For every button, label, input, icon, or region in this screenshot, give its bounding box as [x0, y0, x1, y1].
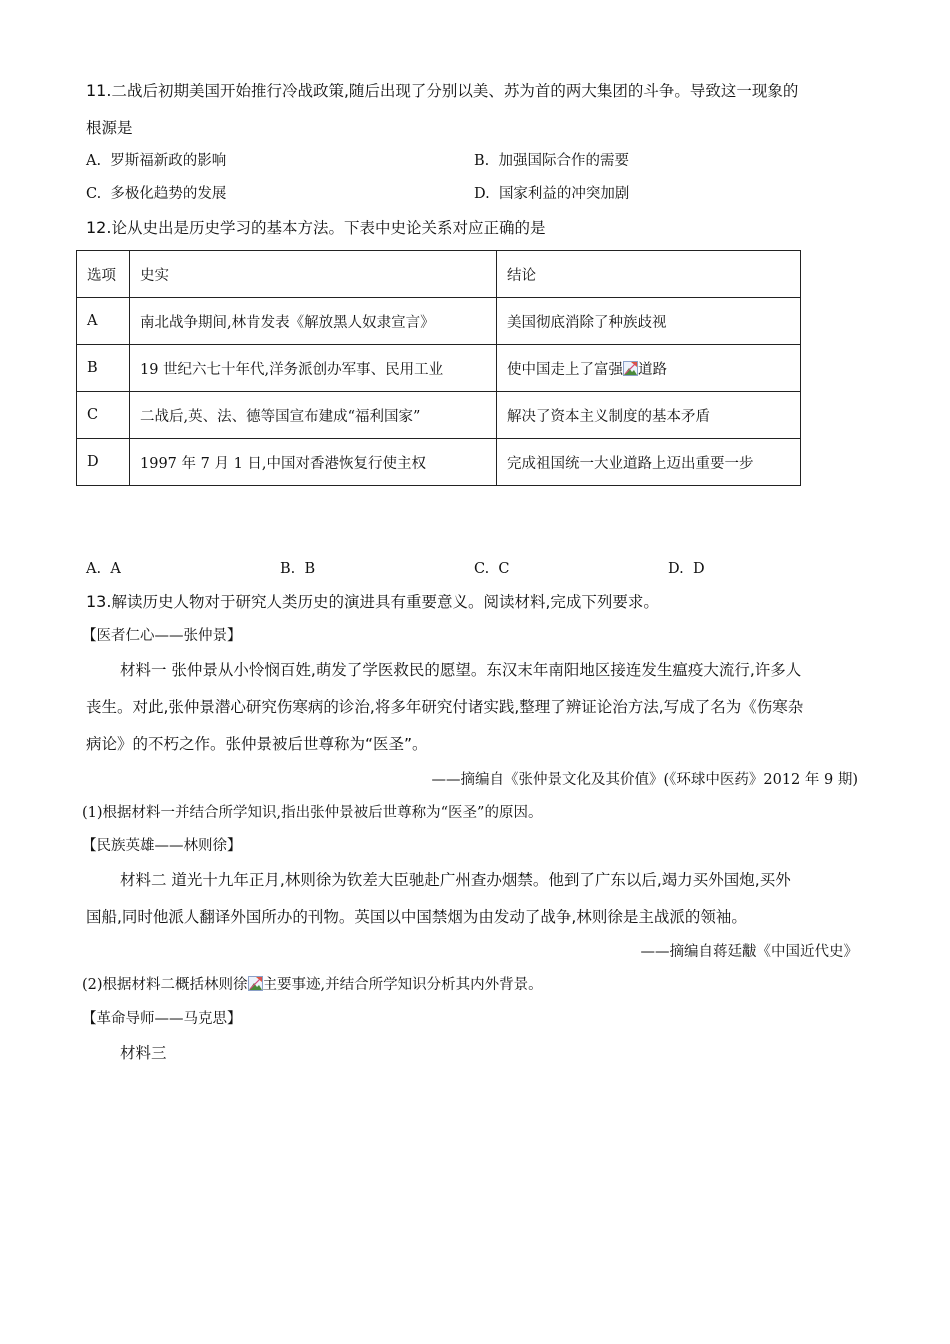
material2-line1: 材料二 道光十九年正月,林则徐为钦差大臣驰赴广州查办烟禁。他到了广东以后,竭力买外国炮,买外	[120, 871, 791, 889]
table-cell-fact: 1997 年 7 月 1 日,中国对香港恢复行使主权	[130, 439, 497, 486]
material2-source: ——摘编自蒋廷黻《中国近代史》	[640, 944, 858, 960]
option-label: C.	[474, 561, 490, 577]
q12-option-d	[668, 559, 705, 579]
table-cell-option: C	[77, 392, 130, 439]
q11-option-b	[474, 151, 629, 171]
option-label: D.	[668, 561, 684, 577]
question-2-text: (2)根据材料二概括林则徐	[82, 977, 248, 993]
question-2-text-end: 主要事迹,并结合所学知识分析其内外背景。	[262, 977, 543, 993]
option-label: B.	[474, 153, 490, 169]
broken-image-icon	[248, 976, 263, 991]
section-title-marx: 【革命导师——马克思】	[82, 1011, 242, 1027]
q12-stem	[86, 218, 545, 238]
table-cell-fact: 南北战争期间,林肯发表《解放黑人奴隶宣言》	[130, 298, 497, 345]
q11-option-d	[474, 184, 629, 204]
q11-number: 11.	[86, 81, 112, 100]
conclusion-text: 使中国走上了富强	[507, 361, 623, 378]
material3-label: 材料三	[120, 1044, 167, 1062]
question-1: (1)根据材料一并结合所学知识,指出张仲景被后世尊称为“医圣”的原因。	[82, 805, 543, 821]
table-cell-conclusion	[497, 345, 801, 392]
q11-stem-line2: 根源是	[86, 119, 133, 137]
option-label: C.	[86, 186, 102, 202]
option-text: D	[692, 561, 705, 577]
q12-stem-text: 论从史出是历史学习的基本方法。下表中史论关系对应正确的是	[111, 219, 546, 237]
option-label: A.	[86, 561, 102, 577]
table-cell-conclusion	[497, 439, 801, 486]
table-cell-conclusion	[497, 392, 801, 439]
question-2	[82, 975, 543, 995]
q11-option-c	[86, 184, 226, 204]
material1-line1: 材料一 张仲景从小怜悯百姓,萌发了学医救民的愿望。东汉末年南阳地区接连发生瘟疫大流行,许多人	[120, 661, 802, 679]
table-row	[77, 392, 801, 439]
q12-number: 12.	[86, 218, 112, 237]
option-text: 多极化趋势的发展	[110, 186, 227, 202]
table-header-cell: 结论	[497, 251, 801, 298]
option-text: 加强国际合作的需要	[498, 153, 629, 169]
table-row	[77, 345, 801, 392]
material1-line2: 丧生。对此,张仲景潜心研究伤寒病的诊治,将多年研究付诸实践,整理了辨证论治方法,写成了名为《伤寒杂	[86, 698, 804, 716]
table-cell-option: A	[77, 298, 130, 345]
option-text: 国家利益的冲突加剧	[498, 186, 630, 202]
q11-stem-text: 二战后初期美国开始推行冷战政策,随后出现了分别以美、苏为首的两大集团的斗争。导致这一现象的	[111, 82, 799, 100]
table-cell-option: D	[77, 439, 130, 486]
option-text: C	[498, 561, 510, 577]
section-title-lin: 【民族英雄——林则徐】	[82, 838, 242, 854]
table-cell-option: B	[77, 345, 130, 392]
conclusion-text: 完成祖国统一大业道路上迈出重要一步	[507, 455, 754, 472]
table-row	[77, 298, 801, 345]
table-cell-conclusion	[497, 298, 801, 345]
option-text: B	[304, 561, 316, 577]
table-header-row	[77, 251, 801, 298]
conclusion-text: 美国彻底消除了种族歧视	[507, 314, 667, 331]
history-table	[76, 250, 801, 486]
q11-option-a	[86, 151, 226, 171]
table-cell-fact: 19 世纪六七十年代,洋务派创办军事、民用工业	[130, 345, 497, 392]
material2-line2: 国船,同时他派人翻译外国所办的刊物。英国以中国禁烟为由发动了战争,林则徐是主战派的领袖。	[86, 908, 747, 926]
table-row	[77, 439, 801, 486]
table-header-cell: 选项	[77, 251, 130, 298]
option-text: A	[110, 561, 121, 577]
material1-line3: 病论》的不朽之作。张仲景被后世尊称为“医圣”。	[86, 735, 428, 753]
option-label: D.	[474, 186, 490, 202]
section-title-zhang: 【医者仁心——张仲景】	[82, 628, 242, 644]
material1-source: ——摘编自《张仲景文化及其价值》(《环球中医药》2012 年 9 期)	[431, 772, 858, 788]
q11-stem-line1	[86, 81, 798, 101]
q12-option-a	[86, 559, 121, 579]
option-label: A.	[86, 153, 102, 169]
option-text: 罗斯福新政的影响	[110, 153, 227, 169]
conclusion-text-end: 道路	[638, 361, 667, 378]
q13-number: 13.	[86, 592, 112, 611]
q13-stem	[86, 592, 659, 612]
table-header-cell: 史实	[130, 251, 497, 298]
q12-option-c	[474, 559, 510, 579]
q13-stem-text: 解读历史人物对于研究人类历史的演进具有重要意义。阅读材料,完成下列要求。	[111, 593, 659, 611]
option-label: B.	[280, 561, 296, 577]
broken-image-icon	[623, 361, 638, 376]
conclusion-text: 解决了资本主义制度的基本矛盾	[507, 408, 710, 425]
q12-option-b	[280, 559, 315, 579]
table-cell-fact: 二战后,英、法、德等国宣布建成“福利国家”	[130, 392, 497, 439]
